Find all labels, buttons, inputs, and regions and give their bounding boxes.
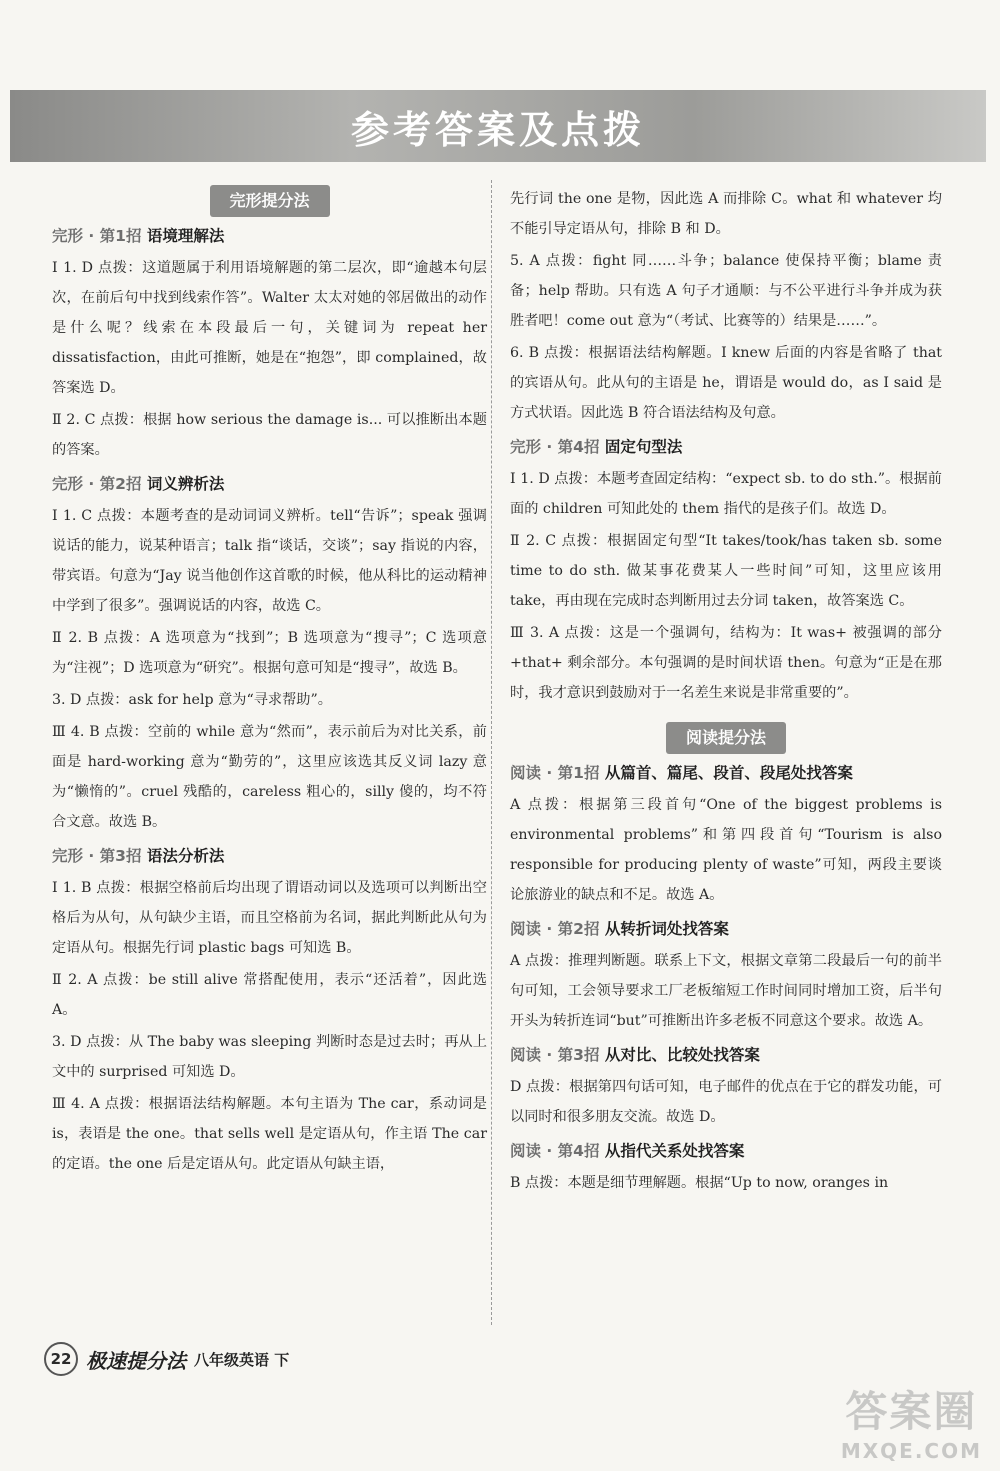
section-heading bbox=[510, 914, 942, 944]
answer-paragraph: 3. D 点拨：ask for help 意为“寻求帮助”。 bbox=[52, 692, 332, 708]
section-heading bbox=[510, 1040, 942, 1070]
watermark-logo bbox=[841, 1379, 982, 1463]
answer-paragraph: 先行词 the one 是物，因此选 A 而排除 C。what 和 whatever 均不能引导定语从句，排除 B 和 D。 bbox=[510, 191, 942, 237]
section-heading bbox=[52, 221, 487, 251]
page-number: 22 bbox=[44, 1342, 78, 1376]
heading-title: 从篇首、篇尾、段首、段尾处找答案 bbox=[604, 764, 853, 782]
page-title: 参考答案及点拨 bbox=[350, 107, 645, 152]
heading-title: 从指代关系处找答案 bbox=[604, 1142, 745, 1160]
heading-tag: 完形 · 第2招 bbox=[52, 475, 142, 493]
heading-title: 语境理解法 bbox=[146, 227, 225, 245]
answer-paragraph: Ⅰ 1. D 点拨：这道题属于利用语境解题的第二层次，即“逾越本句层次，在前后句中找到线索作答”。Walter 太太对她的邻居做出的动作是什么呢？线索在本段最后一句，关键词为 repeat her dissatisfaction，由此可推断，她是在“抱怨”，即 complained，故答案选 D。 bbox=[52, 260, 487, 396]
section-heading bbox=[510, 758, 942, 788]
answer-paragraph: Ⅲ 4. A 点拨：根据语法结构解题。本句主语为 The car，系动词是 is，表语是 the one。that sells well 是定语从句，作主语 The car 的定语。the one 后是定语从句。此定语从句缺主语， bbox=[52, 1096, 487, 1172]
answer-paragraph: B 点拨：本题是细节理解题。根据“Up to now, oranges in bbox=[510, 1175, 889, 1191]
answer-paragraph: Ⅱ 2. C 点拨：根据固定句型“It takes/took/has taken sb. some time to do sth. 做某事花费某人一些时间”可知，这里应该用 take，再由现在完成时态判断用过去分词 taken，故答案选 C。 bbox=[510, 533, 942, 609]
right-column bbox=[510, 184, 942, 1200]
heading-title: 从转折词处找答案 bbox=[604, 920, 729, 938]
answer-paragraph: Ⅲ 4. B 点拨：空前的 while 意为“然而”，表示前后为对比关系，前面是 hard-working 意为“勤劳的”，这里应该选其反义词 lazy 意为“懒惰的”。cruel 残酷的，careless 粗心的，silly 傻的，均不符合文意。故选 B。 bbox=[52, 724, 487, 830]
heading-title: 语法分析法 bbox=[146, 847, 225, 865]
answer-paragraph: A 点拨：根据第三段首句“One of the biggest problems is environmental problems”和第四段首句“Tourism is also responsible for producing plenty of waste”可知，两段主要谈论旅游业的缺点和不足。故选 A。 bbox=[510, 797, 942, 903]
heading-tag: 完形 · 第4招 bbox=[510, 438, 600, 456]
column-divider bbox=[491, 180, 492, 1325]
answer-paragraph: D 点拨：根据第四句话可知，电子邮件的优点在于它的群发功能，可以同时和很多朋友交流。故选 D。 bbox=[510, 1079, 942, 1125]
heading-tag: 阅读 · 第1招 bbox=[510, 764, 600, 782]
section-heading bbox=[510, 1136, 942, 1166]
answer-paragraph: A 点拨：推理判断题。联系上下文，根据文章第二段最后一句的前半句可知，工会领导要求工厂老板缩短工作时间同时增加工资，后半句开头为转折连词“but”可推断出许多老板不同意这个要求。故选 A。 bbox=[510, 953, 942, 1029]
heading-title: 从对比、比较处找答案 bbox=[604, 1046, 760, 1064]
watermark-text: 答案圈 bbox=[845, 1387, 978, 1436]
section-heading bbox=[52, 841, 487, 871]
heading-tag: 阅读 · 第3招 bbox=[510, 1046, 600, 1064]
answer-paragraph: Ⅰ 1. C 点拨：本题考查的是动词词义辨析。tell“告诉”；speak 强调说话的能力，说某种语言；talk 指“谈话，交谈”；say 指说的内容，带宾语。句意为“Jay 说当他创作这首歌的时候，他从科比的运动精神中学到了很多”。强调说话的内容，故选 C。 bbox=[52, 508, 487, 614]
answer-paragraph: 5. A 点拨：fight 同……斗争；balance 使保持平衡；blame 责备；help 帮助。只有选 A 句子才通顺：与不公平进行斗争并成为获胜者吧！come out 意为“（考试、比赛等的）结果是……”。 bbox=[510, 253, 942, 329]
answer-paragraph: Ⅲ 3. A 点拨：这是一个强调句，结构为：It was+ 被强调的部分 +that+ 剩余部分。本句强调的是时间状语 then。句意为“正是在那时，我才意识到鼓励对于一名差生来说是非常重要的”。 bbox=[510, 625, 942, 701]
answer-paragraph: 3. D 点拨：从 The baby was sleeping 判断时态是过去时；再从上文中的 surprised 可知选 D。 bbox=[52, 1034, 487, 1080]
section-badge-cloze: 完形提分法 bbox=[210, 185, 330, 217]
answer-paragraph: Ⅱ 2. B 点拨：A 选项意为“找到”；B 选项意为“搜寻”；C 选项意为“注视”；D 选项意为“研究”。根据句意可知是“搜寻”，故选 B。 bbox=[52, 630, 487, 676]
answer-paragraph: Ⅱ 2. A 点拨：be still alive 常搭配使用，表示“还活着”，因此选 A。 bbox=[52, 972, 487, 1018]
section-badge-reading: 阅读提分法 bbox=[666, 722, 786, 754]
heading-title: 固定句型法 bbox=[604, 438, 683, 456]
heading-title: 词义辨析法 bbox=[146, 475, 225, 493]
heading-tag: 完形 · 第1招 bbox=[52, 227, 142, 245]
left-column bbox=[52, 185, 487, 1181]
brand-logo: 极速提分法 bbox=[86, 1348, 186, 1373]
watermark-url: MXQE.COM bbox=[840, 1439, 982, 1463]
heading-tag: 阅读 · 第2招 bbox=[510, 920, 600, 938]
heading-tag: 完形 · 第3招 bbox=[52, 847, 142, 865]
answer-paragraph: Ⅰ 1. B 点拨：根据空格前后均出现了谓语动词以及选项可以判断出空格后为从句，从句缺少主语，而且空格前为名词，据此判断此从句为定语从句。根据先行词 plastic bags 可知选 B。 bbox=[52, 880, 487, 956]
section-heading bbox=[510, 432, 942, 462]
header-banner bbox=[10, 90, 986, 162]
grade-label: 八年级英语 下 bbox=[194, 1350, 290, 1369]
answer-paragraph: 6. B 点拨：根据语法结构解题。I knew 后面的内容是省略了 that 的宾语从句。此从句的主语是 he，谓语是 would do，as I said 是方式状语。因此选 B 符合语法结构及句意。 bbox=[510, 345, 942, 421]
answer-paragraph: Ⅰ 1. D 点拨：本题考查固定结构：“expect sb. to do sth.”。根据前面的 children 可知此处的 them 指代的是孩子们。故选 D。 bbox=[510, 471, 942, 517]
answer-paragraph: Ⅱ 2. C 点拨：根据 how serious the damage is... 可以推断出本题的答案。 bbox=[52, 412, 487, 458]
heading-tag: 阅读 · 第4招 bbox=[510, 1142, 600, 1160]
section-heading bbox=[52, 469, 487, 499]
page-footer bbox=[44, 1342, 289, 1376]
